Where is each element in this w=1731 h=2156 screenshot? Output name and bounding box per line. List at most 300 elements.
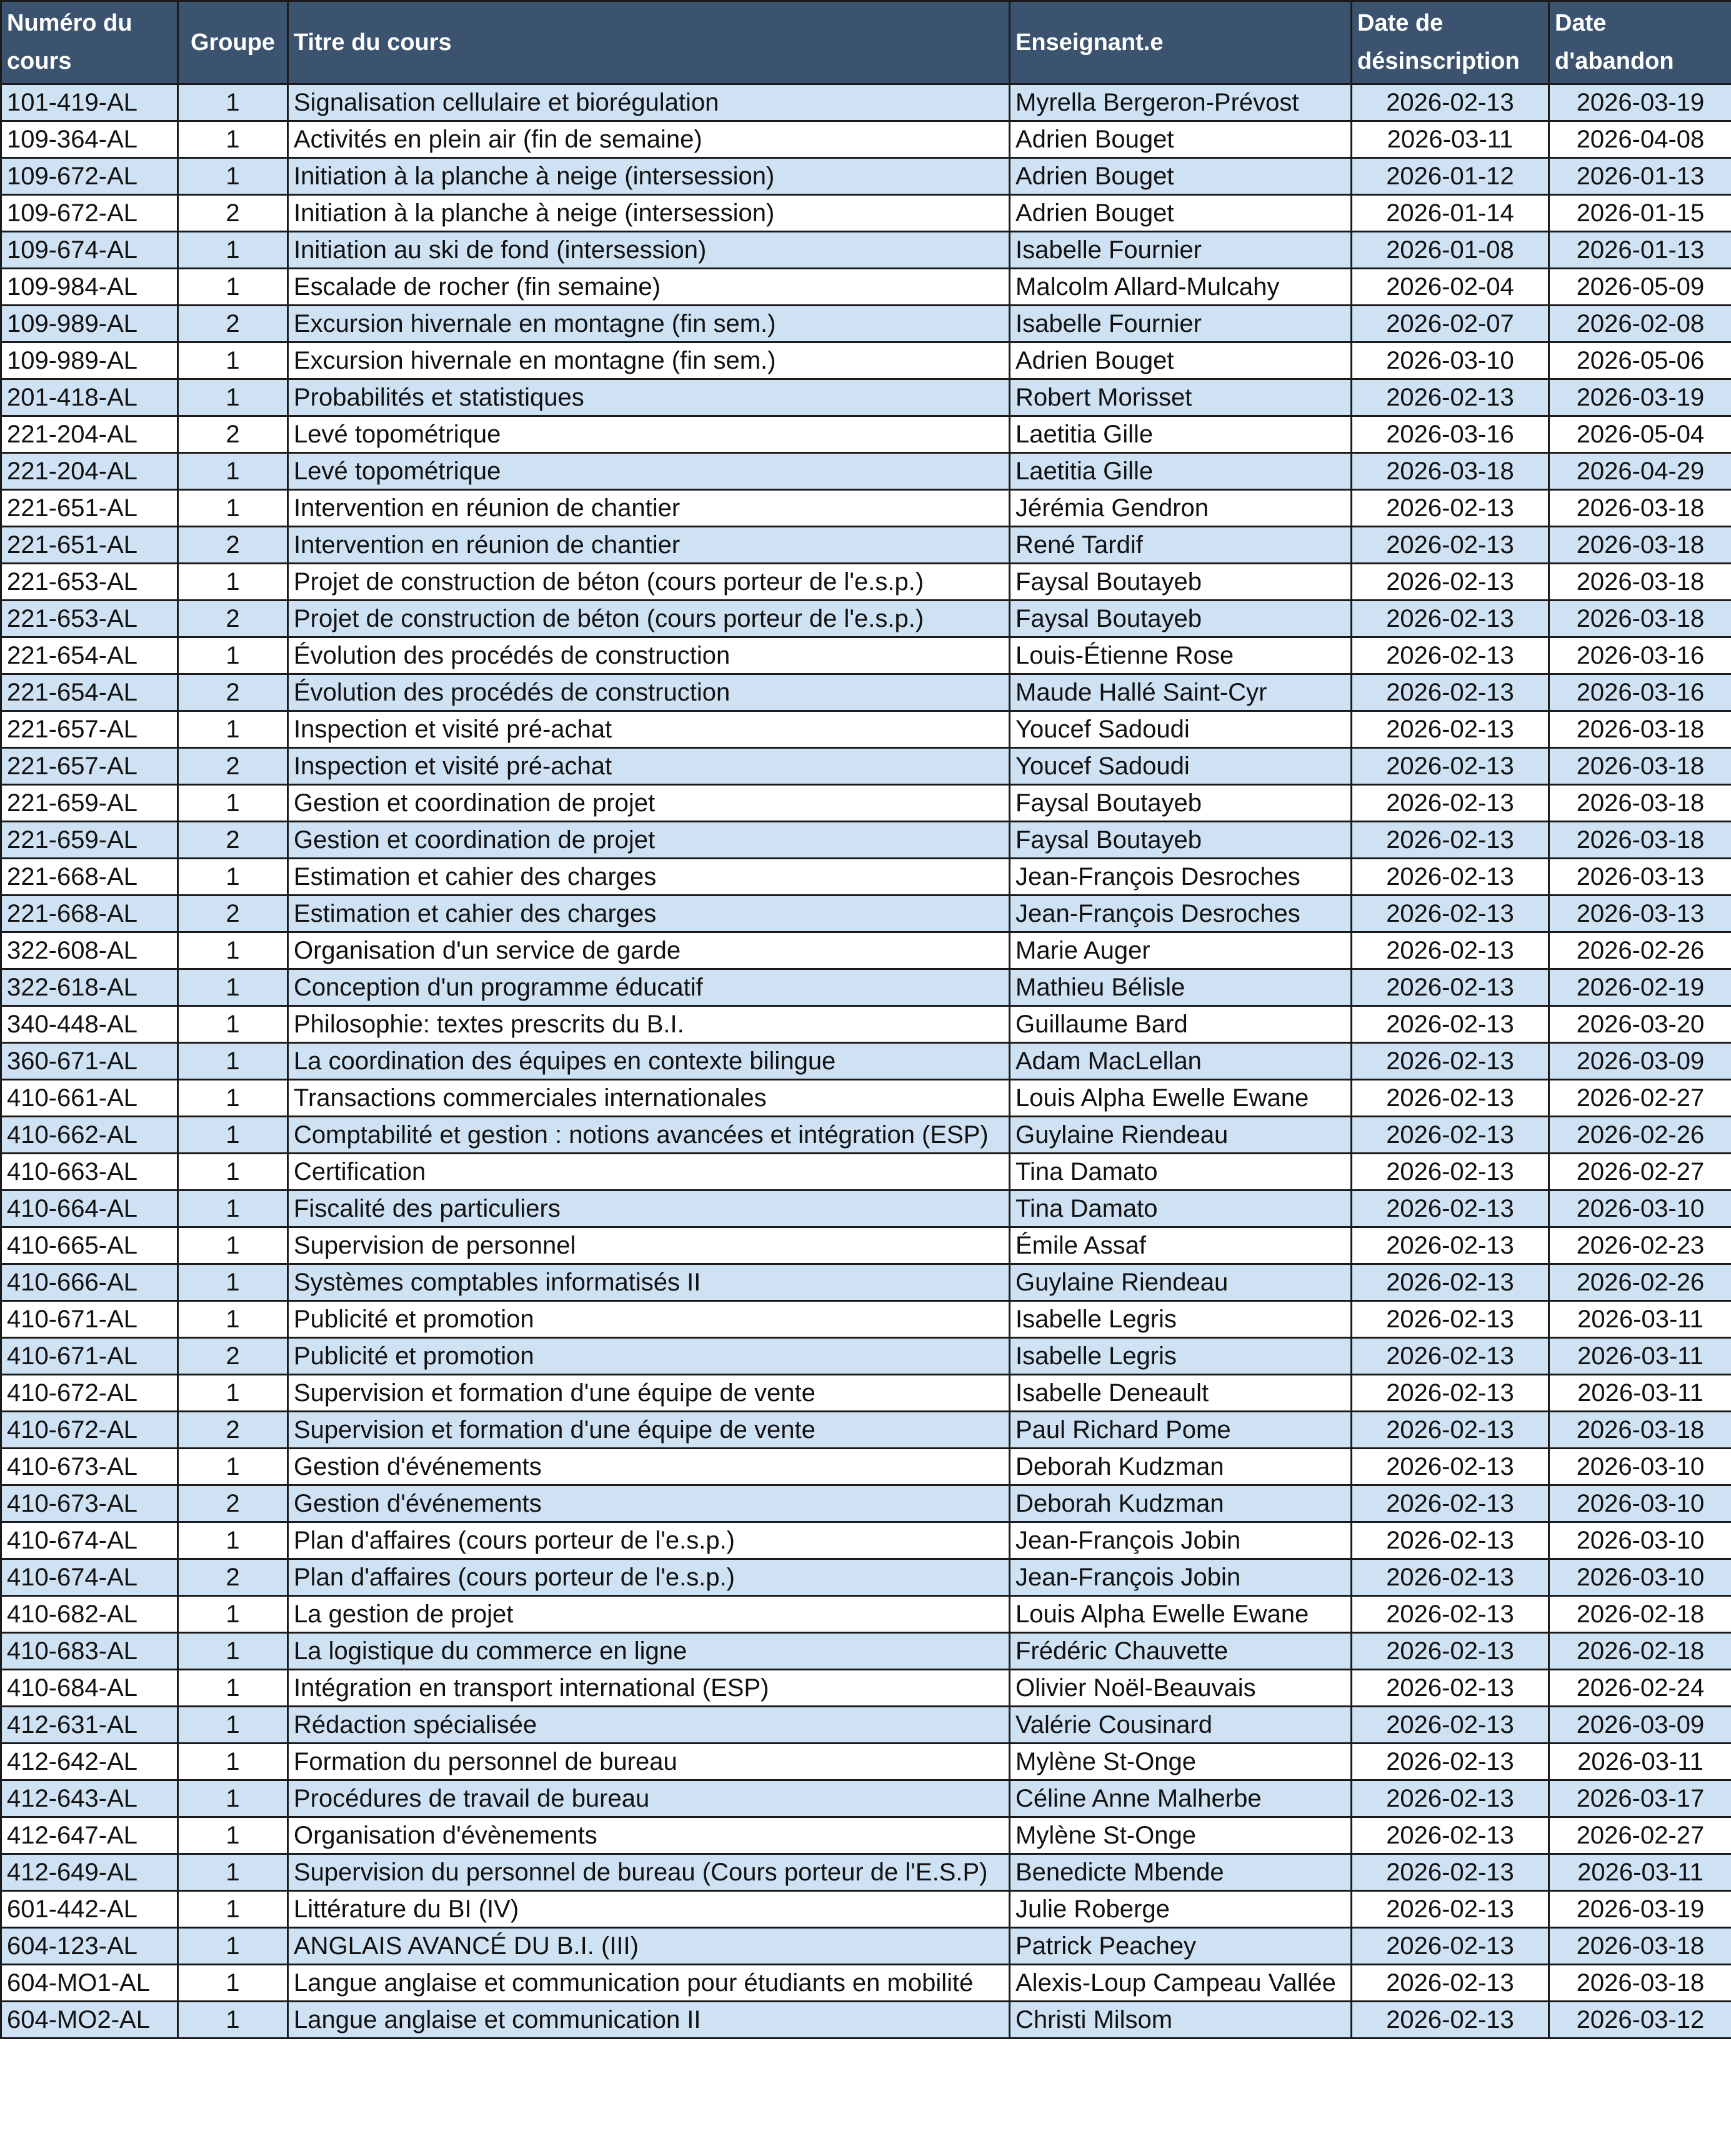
withdrawal-date-cell: 2026-03-18 [1549,822,1731,859]
course-number-cell: 410-684-AL [1,1670,178,1707]
teacher-cell: Robert Morisset [1010,379,1352,416]
unregistration-date-cell: 2026-02-13 [1352,379,1549,416]
course-number-cell: 410-663-AL [1,1154,178,1190]
withdrawal-date-cell: 2026-03-11 [1549,1301,1731,1338]
group-cell: 1 [178,84,288,121]
withdrawal-date-cell: 2026-05-06 [1549,342,1731,379]
teacher-cell: Faysal Boutayeb [1010,601,1352,637]
withdrawal-date-cell: 2026-03-18 [1549,711,1731,748]
course-number-cell: 410-661-AL [1,1080,178,1117]
table-row [1,269,1731,306]
course-number-cell: 109-672-AL [1,158,178,195]
group-cell: 2 [178,1338,288,1375]
group-cell: 2 [178,601,288,637]
group-cell: 2 [178,896,288,932]
group-cell: 1 [178,711,288,748]
header-teacher: Enseignant.e [1010,1,1352,84]
course-title-cell: Probabilités et statistiques [288,379,1010,416]
group-cell: 1 [178,1154,288,1190]
withdrawal-date-cell: 2026-03-10 [1549,1449,1731,1485]
withdrawal-date-cell: 2026-03-10 [1549,1522,1731,1559]
course-title-cell: Philosophie: textes prescrits du B.I. [288,1006,1010,1043]
withdrawal-date-cell: 2026-01-13 [1549,232,1731,269]
teacher-cell: Julie Roberge [1010,1891,1352,1928]
teacher-cell: Myrella Bergeron-Prévost [1010,84,1352,121]
table-row [1,1006,1731,1043]
table-row [1,1485,1731,1522]
course-title-cell: Escalade de rocher (fin semaine) [288,269,1010,306]
group-cell: 2 [178,1485,288,1522]
table-row [1,1338,1731,1375]
course-number-cell: 221-653-AL [1,564,178,601]
course-number-cell: 410-674-AL [1,1559,178,1596]
withdrawal-date-cell: 2026-01-13 [1549,158,1731,195]
table-row [1,1596,1731,1633]
course-number-cell: 410-672-AL [1,1375,178,1412]
teacher-cell: Guylaine Riendeau [1010,1264,1352,1301]
table-row [1,711,1731,748]
course-title-cell: La logistique du commerce en ligne [288,1633,1010,1670]
group-cell: 1 [178,1227,288,1264]
unregistration-date-cell: 2026-01-12 [1352,158,1549,195]
course-title-cell: Plan d'affaires (cours porteur de l'e.s.p.) [288,1559,1010,1596]
group-cell: 1 [178,1670,288,1707]
group-cell: 1 [178,158,288,195]
unregistration-date-cell: 2026-02-13 [1352,2002,1549,2039]
table-row [1,1412,1731,1449]
unregistration-date-cell: 2026-02-13 [1352,1080,1549,1117]
group-cell: 1 [178,342,288,379]
teacher-cell: Guillaume Bard [1010,1006,1352,1043]
withdrawal-date-cell: 2026-03-10 [1549,1190,1731,1227]
course-title-cell: Supervision du personnel de bureau (Cours porteur de l'E.S.P) [288,1854,1010,1891]
withdrawal-date-cell: 2026-05-09 [1549,269,1731,306]
withdrawal-date-cell: 2026-03-09 [1549,1043,1731,1080]
teacher-cell: René Tardif [1010,527,1352,564]
table-row [1,1449,1731,1485]
withdrawal-date-cell: 2026-03-17 [1549,1780,1731,1817]
group-cell: 1 [178,490,288,527]
table-row [1,932,1731,969]
course-number-cell: 201-418-AL [1,379,178,416]
unregistration-date-cell: 2026-03-18 [1352,453,1549,490]
course-title-cell: Gestion d'événements [288,1485,1010,1522]
withdrawal-date-cell: 2026-03-18 [1549,564,1731,601]
course-title-cell: La coordination des équipes en contexte bilingue [288,1043,1010,1080]
unregistration-date-cell: 2026-02-13 [1352,1744,1549,1780]
withdrawal-date-cell: 2026-05-04 [1549,416,1731,453]
course-title-cell: Levé topométrique [288,453,1010,490]
course-number-cell: 221-668-AL [1,859,178,896]
unregistration-date-cell: 2026-02-13 [1352,1780,1549,1817]
withdrawal-date-cell: 2026-04-29 [1549,453,1731,490]
course-title-cell: Fiscalité des particuliers [288,1190,1010,1227]
course-title-cell: Comptabilité et gestion : notions avancées et intégration (ESP) [288,1117,1010,1154]
group-cell: 1 [178,1928,288,1965]
table-row [1,1117,1731,1154]
unregistration-date-cell: 2026-02-07 [1352,306,1549,342]
group-cell: 1 [178,1891,288,1928]
course-title-cell: Intervention en réunion de chantier [288,490,1010,527]
table-row [1,306,1731,342]
teacher-cell: Laetitia Gille [1010,453,1352,490]
course-number-cell: 340-448-AL [1,1006,178,1043]
teacher-cell: Benedicte Mbende [1010,1854,1352,1891]
teacher-cell: Isabelle Legris [1010,1301,1352,1338]
table-row [1,748,1731,785]
group-cell: 1 [178,564,288,601]
withdrawal-date-cell: 2026-02-26 [1549,1117,1731,1154]
unregistration-date-cell: 2026-03-10 [1352,342,1549,379]
course-title-cell: Gestion et coordination de projet [288,822,1010,859]
group-cell: 1 [178,232,288,269]
teacher-cell: Christi Milsom [1010,2002,1352,2039]
withdrawal-date-cell: 2026-02-24 [1549,1670,1731,1707]
withdrawal-date-cell: 2026-03-11 [1549,1375,1731,1412]
table-row [1,453,1731,490]
course-number-cell: 221-654-AL [1,674,178,711]
header-row [1,1,1731,84]
teacher-cell: Youcef Sadoudi [1010,748,1352,785]
course-number-cell: 410-666-AL [1,1264,178,1301]
table-row [1,1965,1731,2002]
teacher-cell: Isabelle Fournier [1010,232,1352,269]
withdrawal-date-cell: 2026-03-18 [1549,1965,1731,2002]
withdrawal-date-cell: 2026-02-26 [1549,932,1731,969]
course-number-cell: 412-631-AL [1,1707,178,1744]
course-number-cell: 221-654-AL [1,637,178,674]
course-title-cell: Supervision et formation d'une équipe de vente [288,1412,1010,1449]
course-number-cell: 221-657-AL [1,748,178,785]
group-cell: 1 [178,379,288,416]
course-title-cell: Initiation à la planche à neige (intersession) [288,158,1010,195]
withdrawal-date-cell: 2026-02-19 [1549,969,1731,1006]
table-row [1,232,1731,269]
group-cell: 1 [178,1117,288,1154]
table-row [1,195,1731,232]
table-row [1,1264,1731,1301]
unregistration-date-cell: 2026-01-08 [1352,232,1549,269]
unregistration-date-cell: 2026-03-16 [1352,416,1549,453]
header-course-number: Numéro du cours [1,1,178,84]
group-cell: 2 [178,748,288,785]
group-cell: 1 [178,1264,288,1301]
table-row [1,785,1731,822]
withdrawal-date-cell: 2026-03-18 [1549,785,1731,822]
teacher-cell: Marie Auger [1010,932,1352,969]
course-title-cell: Formation du personnel de bureau [288,1744,1010,1780]
course-number-cell: 410-671-AL [1,1338,178,1375]
course-title-cell: Publicité et promotion [288,1338,1010,1375]
unregistration-date-cell: 2026-02-13 [1352,1928,1549,1965]
teacher-cell: Youcef Sadoudi [1010,711,1352,748]
teacher-cell: Adrien Bouget [1010,158,1352,195]
group-cell: 1 [178,121,288,158]
course-number-cell: 412-642-AL [1,1744,178,1780]
unregistration-date-cell: 2026-02-13 [1352,711,1549,748]
withdrawal-date-cell: 2026-03-12 [1549,2002,1731,2039]
course-title-cell: Procédures de travail de bureau [288,1780,1010,1817]
course-number-cell: 410-682-AL [1,1596,178,1633]
unregistration-date-cell: 2026-02-13 [1352,601,1549,637]
teacher-cell: Adrien Bouget [1010,121,1352,158]
course-number-cell: 412-649-AL [1,1854,178,1891]
course-number-cell: 221-657-AL [1,711,178,748]
table-row [1,1301,1731,1338]
unregistration-date-cell: 2026-02-13 [1352,1854,1549,1891]
course-title-cell: Projet de construction de béton (cours porteur de l'e.s.p.) [288,601,1010,637]
course-number-cell: 410-674-AL [1,1522,178,1559]
teacher-cell: Jean-François Jobin [1010,1522,1352,1559]
unregistration-date-cell: 2026-02-13 [1352,1707,1549,1744]
table-row [1,1928,1731,1965]
course-number-cell: 101-419-AL [1,84,178,121]
table-row [1,1633,1731,1670]
course-title-cell: Excursion hivernale en montagne (fin sem.) [288,342,1010,379]
withdrawal-date-cell: 2026-02-27 [1549,1154,1731,1190]
unregistration-date-cell: 2026-02-13 [1352,527,1549,564]
withdrawal-date-cell: 2026-03-18 [1549,527,1731,564]
group-cell: 2 [178,1559,288,1596]
withdrawal-date-cell: 2026-02-26 [1549,1264,1731,1301]
table-row [1,1522,1731,1559]
course-title-cell: Initiation à la planche à neige (intersession) [288,195,1010,232]
withdrawal-date-cell: 2026-03-18 [1549,490,1731,527]
withdrawal-date-cell: 2026-03-18 [1549,1412,1731,1449]
course-title-cell: Organisation d'évènements [288,1817,1010,1854]
header-withdrawal-date: Date d'abandon [1549,1,1731,84]
unregistration-date-cell: 2026-02-13 [1352,1449,1549,1485]
teacher-cell: Faysal Boutayeb [1010,564,1352,601]
withdrawal-date-cell: 2026-03-19 [1549,1891,1731,1928]
course-title-cell: Estimation et cahier des charges [288,859,1010,896]
group-cell: 2 [178,822,288,859]
course-title-cell: Activités en plein air (fin de semaine) [288,121,1010,158]
table-row [1,1707,1731,1744]
teacher-cell: Louis Alpha Ewelle Ewane [1010,1080,1352,1117]
course-title-cell: Évolution des procédés de construction [288,674,1010,711]
group-cell: 1 [178,932,288,969]
course-title-cell: Estimation et cahier des charges [288,896,1010,932]
course-title-cell: Levé topométrique [288,416,1010,453]
unregistration-date-cell: 2026-02-13 [1352,637,1549,674]
teacher-cell: Adam MacLellan [1010,1043,1352,1080]
course-title-cell: Littérature du BI (IV) [288,1891,1010,1928]
course-number-cell: 221-204-AL [1,416,178,453]
table-row [1,1670,1731,1707]
group-cell: 2 [178,674,288,711]
course-title-cell: Évolution des procédés de construction [288,637,1010,674]
group-cell: 2 [178,527,288,564]
unregistration-date-cell: 2026-01-14 [1352,195,1549,232]
withdrawal-date-cell: 2026-03-13 [1549,859,1731,896]
withdrawal-date-cell: 2026-03-11 [1549,1744,1731,1780]
course-number-cell: 109-984-AL [1,269,178,306]
teacher-cell: Alexis-Loup Campeau Vallée [1010,1965,1352,2002]
withdrawal-date-cell: 2026-03-11 [1549,1854,1731,1891]
withdrawal-date-cell: 2026-03-18 [1549,748,1731,785]
withdrawal-date-cell: 2026-02-27 [1549,1080,1731,1117]
table-row [1,969,1731,1006]
group-cell: 1 [178,1375,288,1412]
unregistration-date-cell: 2026-02-13 [1352,1006,1549,1043]
table-row [1,1190,1731,1227]
teacher-cell: Deborah Kudzman [1010,1449,1352,1485]
teacher-cell: Patrick Peachey [1010,1928,1352,1965]
course-title-cell: Langue anglaise et communication II [288,2002,1010,2039]
withdrawal-date-cell: 2026-02-08 [1549,306,1731,342]
group-cell: 2 [178,306,288,342]
withdrawal-date-cell: 2026-04-08 [1549,121,1731,158]
group-cell: 2 [178,416,288,453]
course-title-cell: Plan d'affaires (cours porteur de l'e.s.p.) [288,1522,1010,1559]
course-number-cell: 109-364-AL [1,121,178,158]
table-row [1,121,1731,158]
teacher-cell: Jean-François Jobin [1010,1559,1352,1596]
group-cell: 1 [178,2002,288,2039]
teacher-cell: Émile Assaf [1010,1227,1352,1264]
unregistration-date-cell: 2026-02-13 [1352,1301,1549,1338]
course-number-cell: 410-673-AL [1,1449,178,1485]
teacher-cell: Guylaine Riendeau [1010,1117,1352,1154]
table-row [1,84,1731,121]
unregistration-date-cell: 2026-02-13 [1352,1670,1549,1707]
course-number-cell: 109-989-AL [1,342,178,379]
group-cell: 1 [178,1707,288,1744]
table-row [1,564,1731,601]
withdrawal-date-cell: 2026-03-16 [1549,674,1731,711]
teacher-cell: Laetitia Gille [1010,416,1352,453]
course-number-cell: 221-653-AL [1,601,178,637]
table-body [1,84,1731,2039]
withdrawal-date-cell: 2026-03-18 [1549,1928,1731,1965]
course-number-cell: 410-662-AL [1,1117,178,1154]
table-row [1,1744,1731,1780]
course-number-cell: 360-671-AL [1,1043,178,1080]
course-number-cell: 604-123-AL [1,1928,178,1965]
course-number-cell: 410-664-AL [1,1190,178,1227]
group-cell: 1 [178,1596,288,1633]
group-cell: 1 [178,1633,288,1670]
withdrawal-date-cell: 2026-03-16 [1549,637,1731,674]
group-cell: 2 [178,1412,288,1449]
course-number-cell: 109-672-AL [1,195,178,232]
unregistration-date-cell: 2026-02-13 [1352,1412,1549,1449]
group-cell: 1 [178,1043,288,1080]
group-cell: 1 [178,1780,288,1817]
table-row [1,1854,1731,1891]
course-title-cell: Gestion d'événements [288,1449,1010,1485]
teacher-cell: Isabelle Fournier [1010,306,1352,342]
withdrawal-date-cell: 2026-03-19 [1549,379,1731,416]
unregistration-date-cell: 2026-02-13 [1352,932,1549,969]
unregistration-date-cell: 2026-02-13 [1352,1965,1549,2002]
unregistration-date-cell: 2026-02-04 [1352,269,1549,306]
teacher-cell: Faysal Boutayeb [1010,822,1352,859]
course-number-cell: 221-659-AL [1,822,178,859]
unregistration-date-cell: 2026-02-13 [1352,1485,1549,1522]
group-cell: 1 [178,785,288,822]
group-cell: 1 [178,1006,288,1043]
teacher-cell: Tina Damato [1010,1190,1352,1227]
unregistration-date-cell: 2026-02-13 [1352,1190,1549,1227]
teacher-cell: Olivier Noël-Beauvais [1010,1670,1352,1707]
unregistration-date-cell: 2026-02-13 [1352,1522,1549,1559]
group-cell: 2 [178,195,288,232]
withdrawal-date-cell: 2026-03-13 [1549,896,1731,932]
course-number-cell: 410-665-AL [1,1227,178,1264]
withdrawal-date-cell: 2026-02-27 [1549,1817,1731,1854]
table-row [1,1559,1731,1596]
table-row [1,859,1731,896]
course-title-cell: Publicité et promotion [288,1301,1010,1338]
teacher-cell: Adrien Bouget [1010,195,1352,232]
table-row [1,896,1731,932]
unregistration-date-cell: 2026-02-13 [1352,1633,1549,1670]
unregistration-date-cell: 2026-02-13 [1352,1559,1549,1596]
teacher-cell: Tina Damato [1010,1154,1352,1190]
table-row [1,158,1731,195]
unregistration-date-cell: 2026-02-13 [1352,1117,1549,1154]
teacher-cell: Adrien Bouget [1010,342,1352,379]
group-cell: 1 [178,969,288,1006]
unregistration-date-cell: 2026-02-13 [1352,1043,1549,1080]
unregistration-date-cell: 2026-03-11 [1352,121,1549,158]
table-row [1,601,1731,637]
teacher-cell: Céline Anne Malherbe [1010,1780,1352,1817]
withdrawal-date-cell: 2026-03-20 [1549,1006,1731,1043]
table-row [1,1780,1731,1817]
unregistration-date-cell: 2026-02-13 [1352,1596,1549,1633]
teacher-cell: Valérie Cousinard [1010,1707,1352,1744]
group-cell: 1 [178,1744,288,1780]
withdrawal-date-cell: 2026-02-23 [1549,1227,1731,1264]
unregistration-date-cell: 2026-02-13 [1352,84,1549,121]
course-title-cell: Certification [288,1154,1010,1190]
course-title-cell: Organisation d'un service de garde [288,932,1010,969]
course-title-cell: Rédaction spécialisée [288,1707,1010,1744]
course-title-cell: Projet de construction de béton (cours porteur de l'e.s.p.) [288,564,1010,601]
course-title-cell: Inspection et visité pré-achat [288,748,1010,785]
header-unregistration-date: Date de désinscription [1352,1,1549,84]
withdrawal-date-cell: 2026-03-18 [1549,601,1731,637]
table-row [1,1817,1731,1854]
unregistration-date-cell: 2026-02-13 [1352,490,1549,527]
group-cell: 1 [178,269,288,306]
course-title-cell: Intégration en transport international (ESP) [288,1670,1010,1707]
group-cell: 1 [178,1854,288,1891]
unregistration-date-cell: 2026-02-13 [1352,859,1549,896]
table-row [1,379,1731,416]
group-cell: 1 [178,1965,288,2002]
withdrawal-date-cell: 2026-03-10 [1549,1485,1731,1522]
course-number-cell: 221-651-AL [1,527,178,564]
course-number-cell: 601-442-AL [1,1891,178,1928]
group-cell: 1 [178,859,288,896]
course-number-cell: 410-683-AL [1,1633,178,1670]
course-number-cell: 221-659-AL [1,785,178,822]
table-row [1,637,1731,674]
header-course-title: Titre du cours [288,1,1010,84]
table-row [1,1154,1731,1190]
course-number-cell: 410-671-AL [1,1301,178,1338]
course-title-cell: La gestion de projet [288,1596,1010,1633]
withdrawal-date-cell: 2026-02-18 [1549,1633,1731,1670]
table-row [1,490,1731,527]
teacher-cell: Frédéric Chauvette [1010,1633,1352,1670]
table-row [1,1080,1731,1117]
table-row [1,1227,1731,1264]
